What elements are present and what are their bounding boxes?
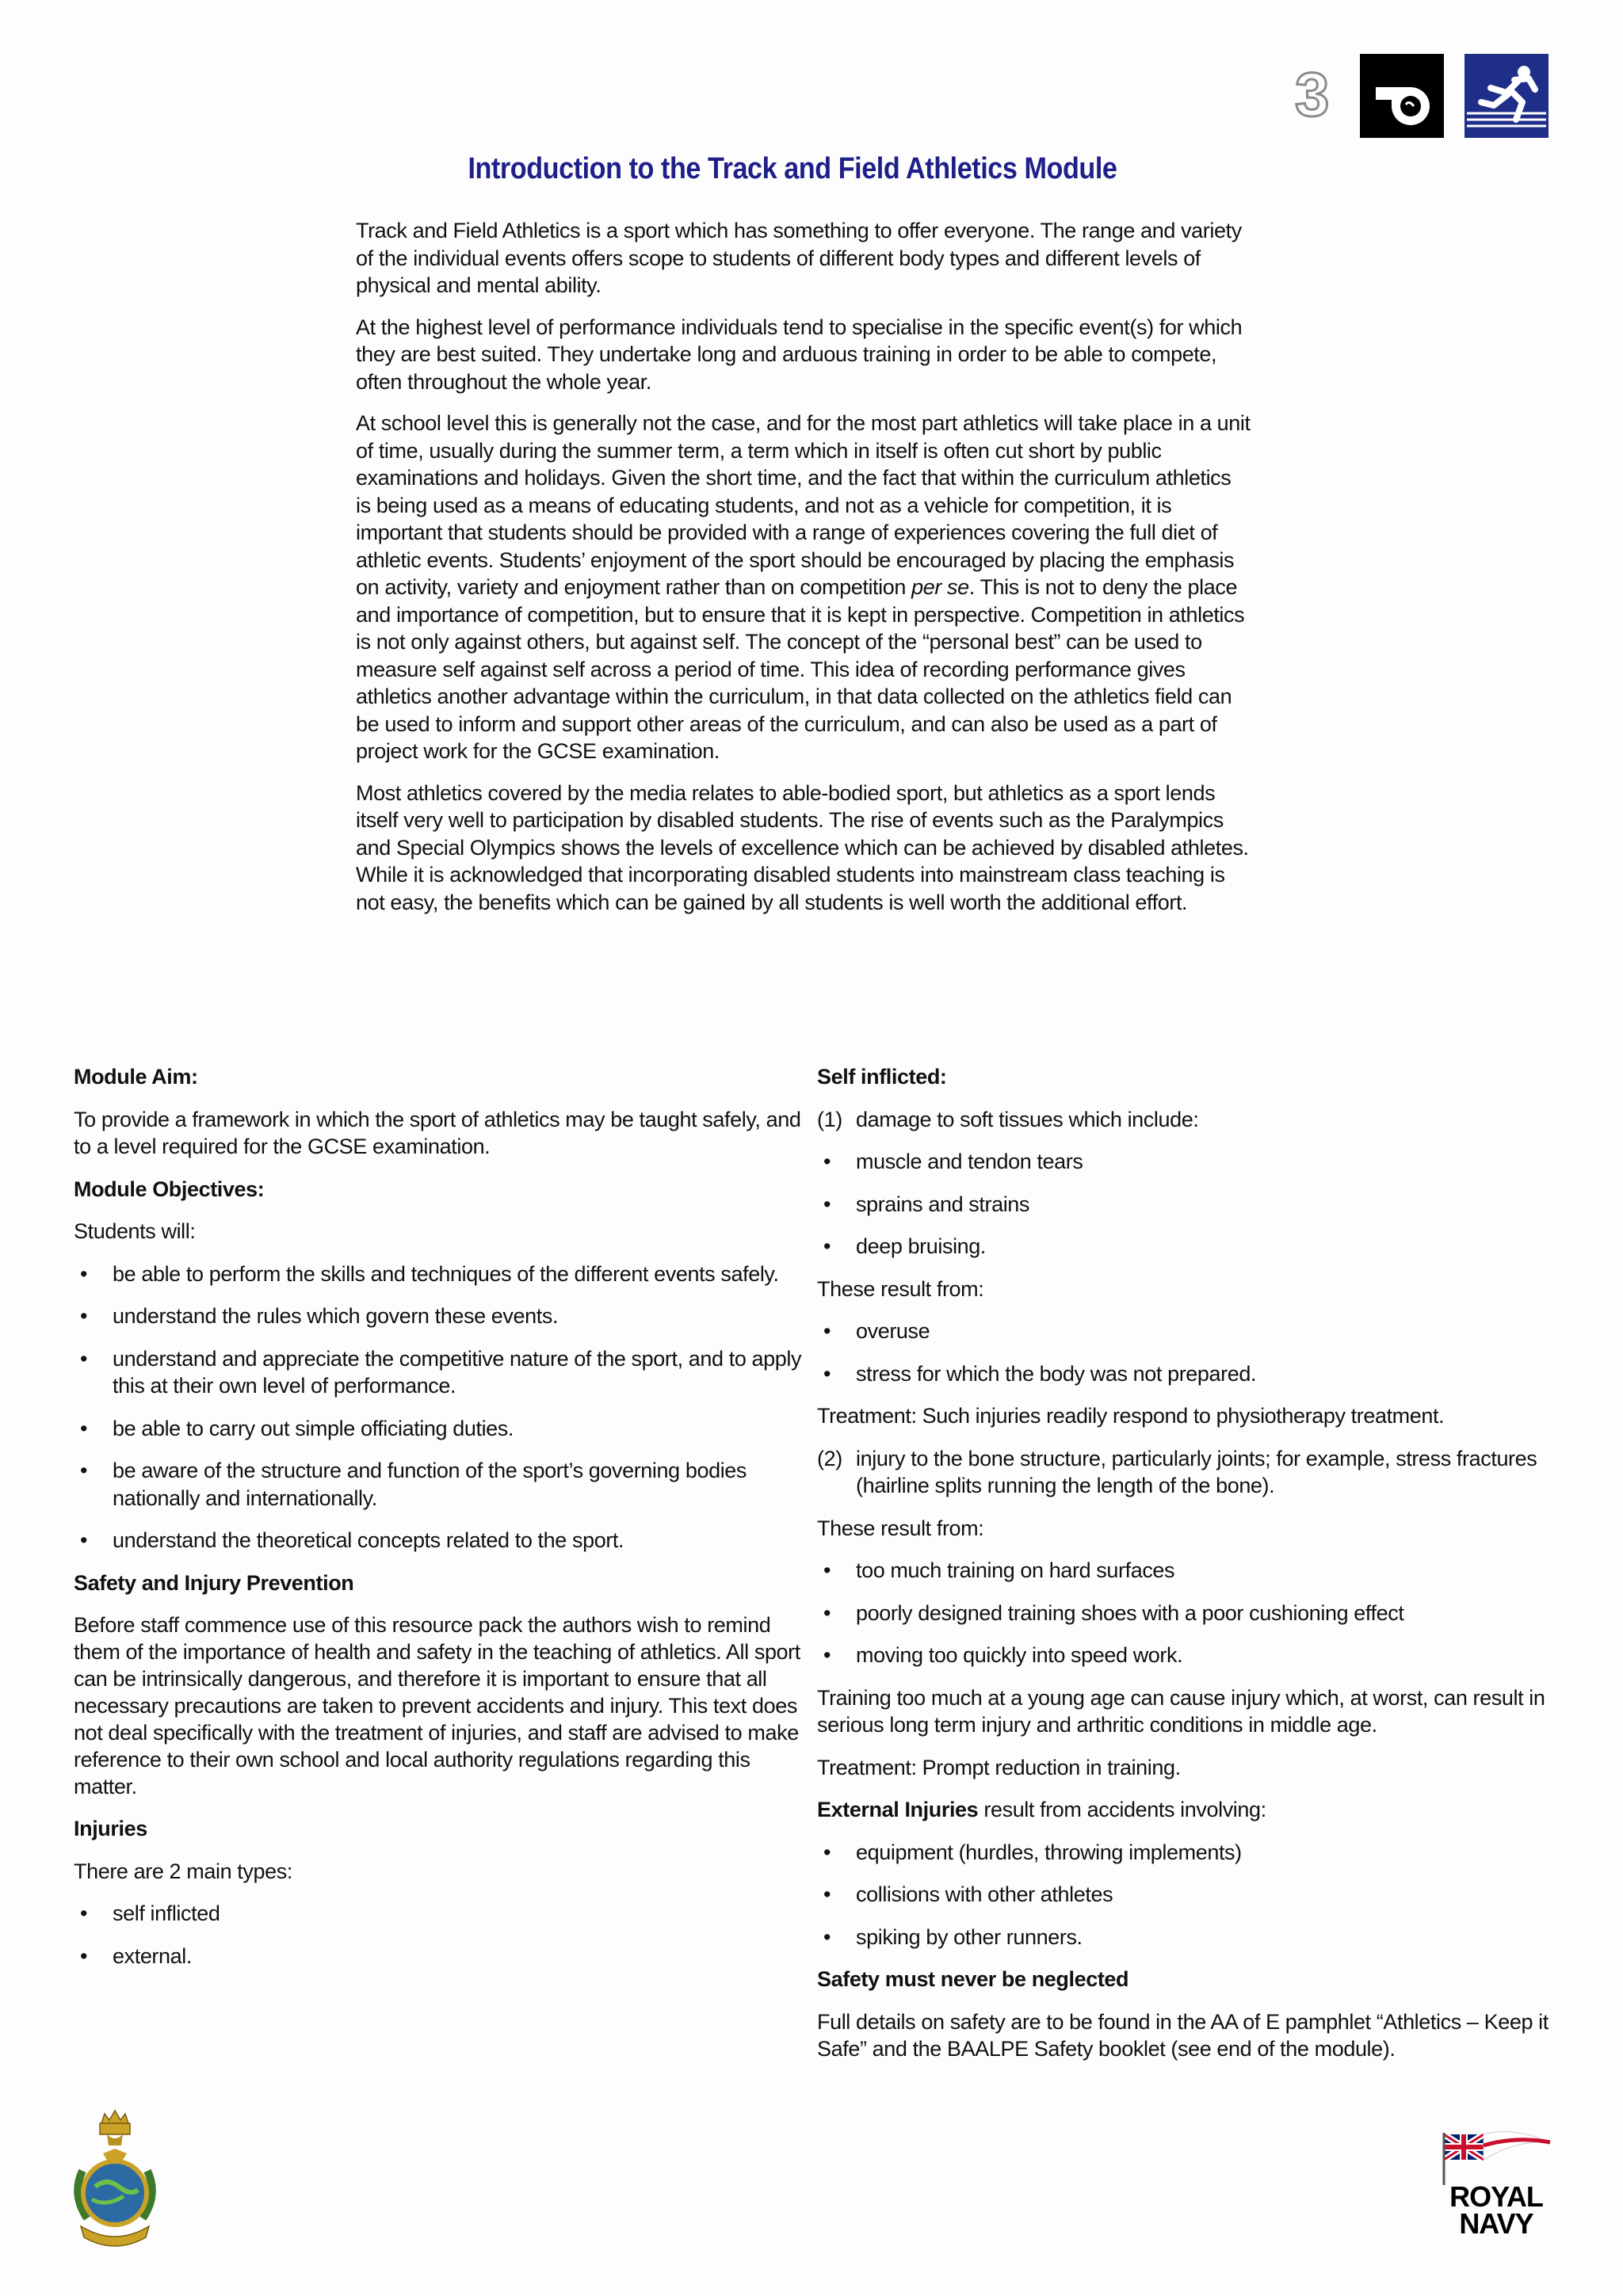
injury-types-list xyxy=(74,1900,811,1970)
injuries-intro: There are 2 main types: xyxy=(74,1859,292,1883)
whistle-icon xyxy=(1360,54,1444,138)
italic-phrase: per se xyxy=(911,575,969,599)
list-item: • understand the rules which govern these events. xyxy=(74,1302,811,1330)
self-inflicted-heading: Self inflicted: xyxy=(817,1065,947,1089)
results-from-text: These result from: xyxy=(817,1516,984,1540)
full-details-text: Full details on safety are to be found in the AA of E pamphlet “Athletics – Keep it Safe” and the BAALPE Safety booklet (see end of the module). xyxy=(817,2009,1549,2061)
module-aim-text: To provide a framework in which the sport of athletics may be taught safely, and to a level required for the GCSE examination. xyxy=(74,1107,801,1158)
list-item xyxy=(817,1445,1554,1500)
causes-list xyxy=(817,1557,1554,1669)
external-injuries-rest: result from accidents involving: xyxy=(978,1798,1266,1821)
right-column xyxy=(817,1063,1554,2077)
list-item: • spiking by other runners. xyxy=(817,1924,1554,1951)
list-item xyxy=(817,1106,1554,1134)
objectives-list xyxy=(74,1261,811,1554)
numbered-item-2 xyxy=(817,1445,1554,1500)
list-item: • moving too quickly into speed work. xyxy=(817,1642,1554,1669)
results-from-text: These result from: xyxy=(817,1276,984,1301)
list-item: • equipment (hurdles, throwing implements) xyxy=(817,1839,1554,1867)
royal-marines-crest-icon xyxy=(63,2107,166,2250)
list-item: • muscle and tendon tears xyxy=(817,1148,1554,1176)
safety-text: Before staff commence use of this resource pack the authors wish to remind them of the importance of health and safety in the teaching of athletics. All sport can be intrinsically dangerous, and therefore it is important to ensure that all necessary precautions are taken to prevent accidents and injury. This text does not deal specifically with the treatment of injuries, and staff are advised to make reference to their own school and local authority regulations regarding this matter. xyxy=(74,1613,800,1798)
athlete-hurdler-icon xyxy=(1465,54,1549,138)
external-injuries-heading: External Injuries xyxy=(817,1798,979,1821)
intro-paragraph: Most athletics covered by the media relates to able-bodied sport, but athletics as a sport lends itself very well to participation by disabled students. The rise of events such as the Paralympics and Special Olympics shows the levels of excellence which can be achieved by disabled athletes. While it is acknowledged that incorporating disabled students into mainstream class teaching is not easy, the benefits which can be gained by all students is well worth the additional effort. xyxy=(356,780,1249,914)
item-number: (1) xyxy=(817,1107,842,1131)
injuries-heading: Injuries xyxy=(74,1817,147,1840)
external-injuries-text xyxy=(817,1796,1554,1824)
intro-paragraph xyxy=(356,410,1251,765)
item-text: injury to the bone structure, particularly joints; for example, stress fractures (hairline splits running the length of the bone). xyxy=(856,1446,1537,1497)
intro-text: At school level this is generally not the case, and for the most part athletics will take place in a unit of time, usually during the summer term, a term which in itself is often cut short by public examinations and holidays. Given the short time, and the fact that within the curriculum athletics is being used as a means of educating students, and not as a vehicle for competition, it is important that students should be provided with a range of experiences covering the full diet of athletic events. Students’ enjoyment of the sport should be encouraged by placing the emphasis on activity, variety and enjoyment rather than on competition xyxy=(356,411,1251,599)
module-aim-heading: Module Aim: xyxy=(74,1065,198,1089)
page-title: Introduction to the Track and Field Athletics Module xyxy=(468,152,1117,185)
module-objectives-heading: Module Objectives: xyxy=(74,1177,265,1201)
intro-text: . This is not to deny the place and importance of competition, but to ensure that it is kept in perspective. Competition in athletics is not only against others, but against self. The concept of the “personal best” can be used to measure self against self across a period of time. This idea of recording performance gives athletics another advantage within the curriculum, in that data collected on the athletics field can be used to inform and support other areas of the curriculum, and can also be used as a part of project work for the GCSE examination. xyxy=(356,575,1245,763)
numbered-item-1 xyxy=(817,1106,1554,1134)
list-item: • understand the theoretical concepts related to the sport. xyxy=(74,1527,811,1554)
list-item: • collisions with other athletes xyxy=(817,1881,1554,1909)
page-number: 3 xyxy=(1295,59,1330,129)
list-item: • too much training on hard surfaces xyxy=(817,1557,1554,1585)
list-item: • self inflicted xyxy=(74,1900,811,1928)
treatment-text: Treatment: Prompt reduction in training. xyxy=(817,1755,1181,1779)
list-item: • be aware of the structure and function of the sport’s governing bodies nationally and internationally. xyxy=(74,1457,811,1512)
item-number: (2) xyxy=(817,1446,842,1470)
list-item: • be able to perform the skills and techniques of the different events safely. xyxy=(74,1261,811,1288)
safety-heading: Safety and Injury Prevention xyxy=(74,1570,354,1595)
causes-list xyxy=(817,1318,1554,1387)
item-text: damage to soft tissues which include: xyxy=(856,1107,1199,1131)
list-item: • deep bruising. xyxy=(817,1233,1554,1261)
logo-word: NAVY xyxy=(1459,2207,1533,2240)
intro-paragraph: Track and Field Athletics is a sport which has something to offer everyone. The range and variety of the individual events offers scope to students of different body types and different levels of physical and mental ability. xyxy=(356,219,1242,297)
young-age-text: Training too much at a young age can cause injury which, at worst, can result in serious long term injury and arthritic conditions in middle age. xyxy=(817,1685,1545,1737)
royal-navy-logo-text xyxy=(1441,2180,1552,2240)
treatment-text: Treatment: Such injuries readily respond to physiotherapy treatment. xyxy=(817,1404,1445,1428)
list-item: • stress for which the body was not prepared. xyxy=(817,1360,1554,1388)
list-item: • understand and appreciate the competitive nature of the sport, and to apply this at their own level of performance. xyxy=(74,1345,811,1400)
list-item: • sprains and strains xyxy=(817,1191,1554,1219)
intro-paragraph: At the highest level of performance individuals tend to specialise in the specific event(s) for which they are best suited. They undertake long and arduous training in order to be able to compete, often throughout the whole year. xyxy=(356,315,1243,394)
left-column xyxy=(74,1063,811,1985)
intro-section xyxy=(356,217,1251,930)
list-item: • poorly designed training shoes with a poor cushioning effect xyxy=(817,1600,1554,1627)
objectives-intro: Students will: xyxy=(74,1219,196,1243)
list-item: • external. xyxy=(74,1943,811,1970)
external-causes-list xyxy=(817,1839,1554,1951)
logo-word: ROYAL xyxy=(1449,2180,1543,2213)
list-item: • be able to carry out simple officiating duties. xyxy=(74,1415,811,1443)
safety-never-neglected-heading: Safety must never be neglected xyxy=(817,1967,1129,1991)
soft-tissue-list xyxy=(817,1148,1554,1261)
list-item: • overuse xyxy=(817,1318,1554,1345)
